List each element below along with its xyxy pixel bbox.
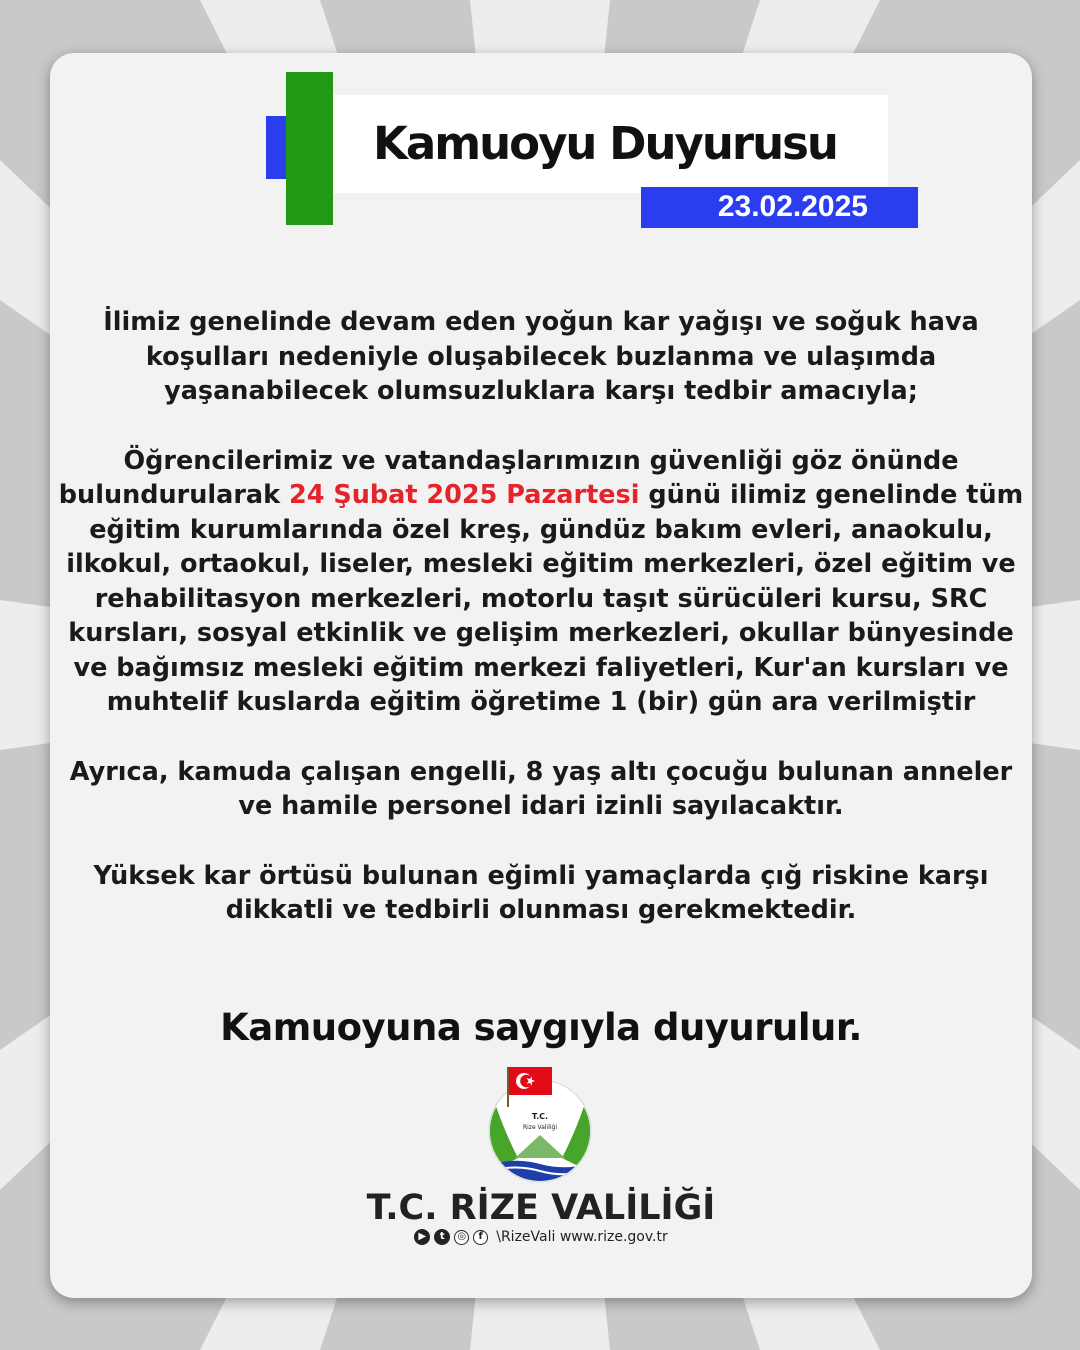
twitter-icon[interactable]: t <box>434 1229 450 1245</box>
paragraph-intro: İlimiz genelinde devam eden yoğun kar yağışı ve soğuk hava koşulları nedeniyle oluşabilecek buzlanma ve ulaşımda yaşanabilecek olumsuzluklara karşı tedbir amacıyla; <box>103 307 979 406</box>
paragraph-main-rest: günü ilimiz genelinde tüm eğitim kurumlarında özel kreş, gündüz bakım evleri, anaokulu, ilkokul, ortaokul, liseler, mesleki eğitim merkezleri, özel eğitim ve rehabilitasyon merkezleri, motorlu taşıt sürücüleri kursu, SRC kursları, sosyal etkinlik ve gelişim merkezleri, okullar bünyesinde ve bağımsız mesleki eğitim merkezi faliyetleri, Kur'an kursları ve muhtelif kuslarda eğitim öğretime 1 (bir) gün ara verilmiştir <box>66 480 1024 717</box>
announcement-body <box>50 305 1032 963</box>
closing-statement: Kamuoyuna saygıyla duyurulur. <box>220 1006 862 1049</box>
seal-text-top: T.C. <box>531 1112 549 1121</box>
date-text: 23.02.2025 <box>717 190 868 223</box>
instagram-icon[interactable]: ◎ <box>454 1230 469 1245</box>
rize-governorship-seal-icon <box>480 1063 600 1183</box>
footer-contact <box>50 1225 1032 1249</box>
paragraph-main-lead: Öğrencilerimiz ve vatandaşlarımızın güvenliği göz önünde bulundurularak <box>58 445 959 510</box>
green-accent-bar <box>286 72 333 225</box>
facebook-icon[interactable]: f <box>473 1230 488 1245</box>
footer-handle-website: \RizeVali www.rize.gov.tr <box>496 1229 668 1245</box>
date-badge <box>641 187 918 228</box>
youtube-icon[interactable]: ▶ <box>414 1229 430 1245</box>
organization-name: T.C. RİZE VALİLİĞİ <box>366 1188 716 1228</box>
highlighted-date: 24 Şubat 2025 Pazartesi <box>288 480 640 510</box>
paragraph-staff: Ayrıca, kamuda çalışan engelli, 8 yaş altı çocuğu bulunan anneler ve hamile personel idari izinli sayılacaktır. <box>69 756 1013 821</box>
paragraph-main <box>50 444 1032 720</box>
page-title: Kamuoyu Duyurusu <box>373 117 837 170</box>
announcement-card <box>50 53 1032 1298</box>
title-box <box>333 95 888 193</box>
paragraph-avalanche: Yüksek kar örtüsü bulunan eğimli yamaçlarda çığ riskine karşı dikkatli ve tedbirli olunması gerekmektedir. <box>93 860 989 925</box>
seal-text-arc: Rize Valiliği <box>522 1124 558 1131</box>
